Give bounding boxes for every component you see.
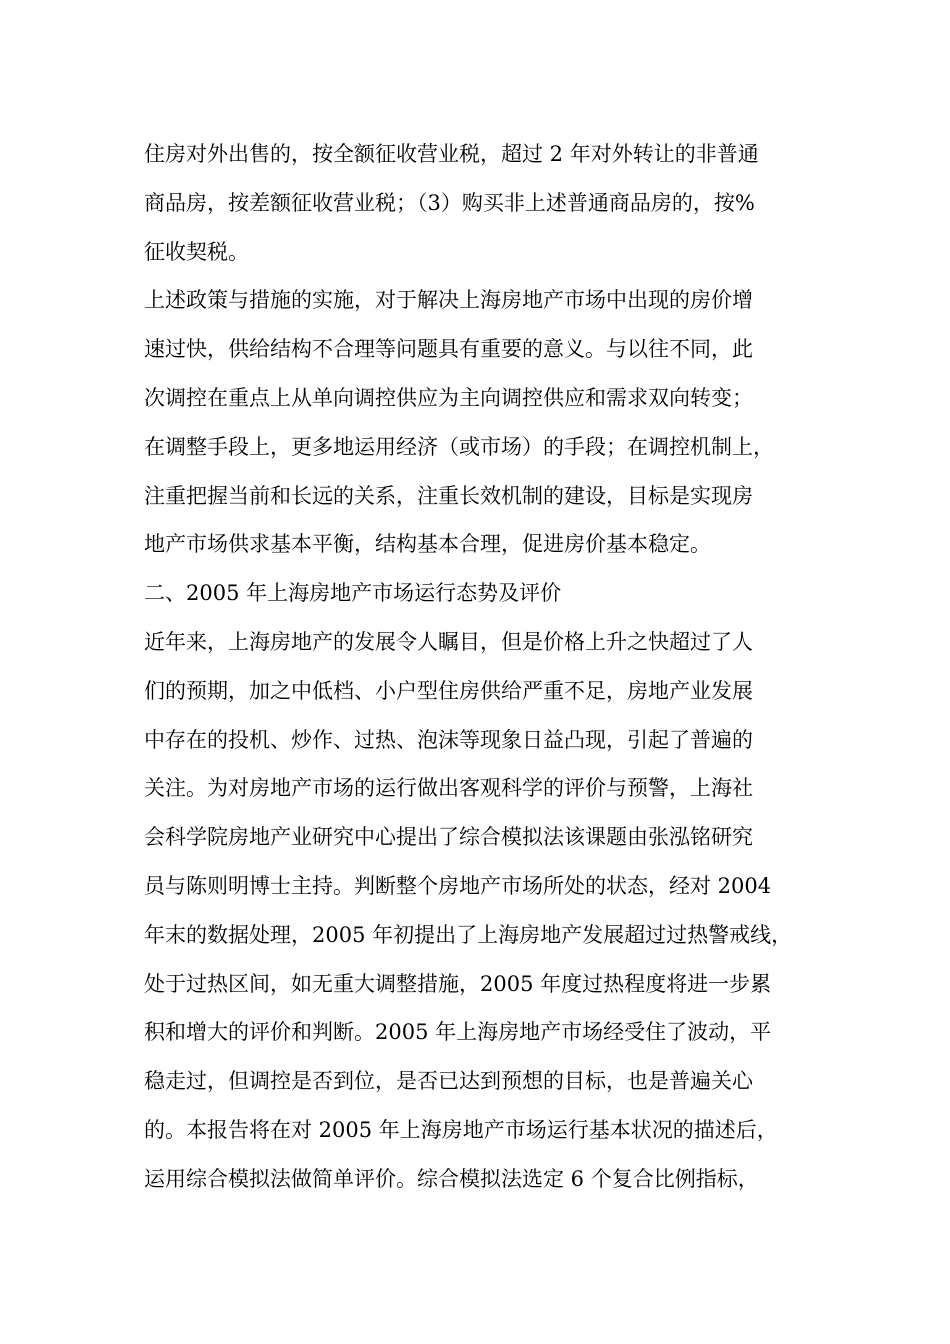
- text-line: 运用综合模拟法做简单评价。综合模拟法选定 6 个复合比例指标，: [144, 1166, 759, 1191]
- text-line: 处于过热区间，如无重大调整措施，2005 年度过热程度将进一步累: [144, 971, 772, 996]
- text-line: 在调整手段上，更多地运用经济（或市场）的手段；在调控机制上，: [144, 434, 774, 459]
- text-line: 会科学院房地产业研究中心提出了综合模拟法该课题由张泓铭研究: [144, 825, 753, 850]
- text-line: 关注。为对房地产市场的运行做出客观科学的评价与预警，上海社: [144, 776, 753, 801]
- text-line: 注重把握当前和长远的关系，注重长效机制的建设，目标是实现房: [144, 483, 753, 508]
- text-line: 的。本报告将在对 2005 年上海房地产市场运行基本状况的描述后，: [144, 1117, 778, 1142]
- text-line: 近年来，上海房地产的发展令人瞩目，但是价格上升之快超过了人: [144, 629, 753, 654]
- text-line: 征收契税。: [144, 239, 249, 264]
- text-line: 稳走过，但调控是否到位，是否已达到预想的目标，也是普遍关心: [144, 1069, 753, 1094]
- text-line: 中存在的投机、炒作、过热、泡沫等现象日益凸现，引起了普遍的: [144, 727, 753, 752]
- section-heading: 二、2005 年上海房地产市场运行态势及评价: [144, 581, 562, 606]
- text-line: 员与陈则明博士主持。判断整个房地产市场所处的状态，经对 2004: [144, 873, 772, 898]
- text-line: 速过快，供给结构不合理等问题具有重要的意义。与以往不同，此: [144, 337, 753, 362]
- text-line: 地产市场供求基本平衡，结构基本合理，促进房价基本稳定。: [144, 532, 711, 557]
- document-body: [144, 130, 834, 1204]
- text-line: 次调控在重点上从单向调控供应为主向调控供应和需求双向转变；: [144, 385, 753, 410]
- text-line: 住房对外出售的，按全额征收营业税，超过 2 年对外转让的非普通: [144, 142, 759, 166]
- text-line: 商品房，按差额征收营业税；（3）购买非上述普通商品房的，按%: [144, 190, 755, 215]
- text-line: 们的预期，加之中低档、小户型住房供给严重不足，房地产业发展: [144, 678, 753, 703]
- text-line: 积和增大的评价和判断。2005 年上海房地产市场经受住了波动，平: [144, 1020, 772, 1045]
- text-line: 上述政策与措施的实施，对于解决上海房地产市场中出现的房价增: [144, 288, 753, 313]
- text-line: 年末的数据处理，2005 年初提出了上海房地产发展超过过热警戒线，: [144, 922, 793, 947]
